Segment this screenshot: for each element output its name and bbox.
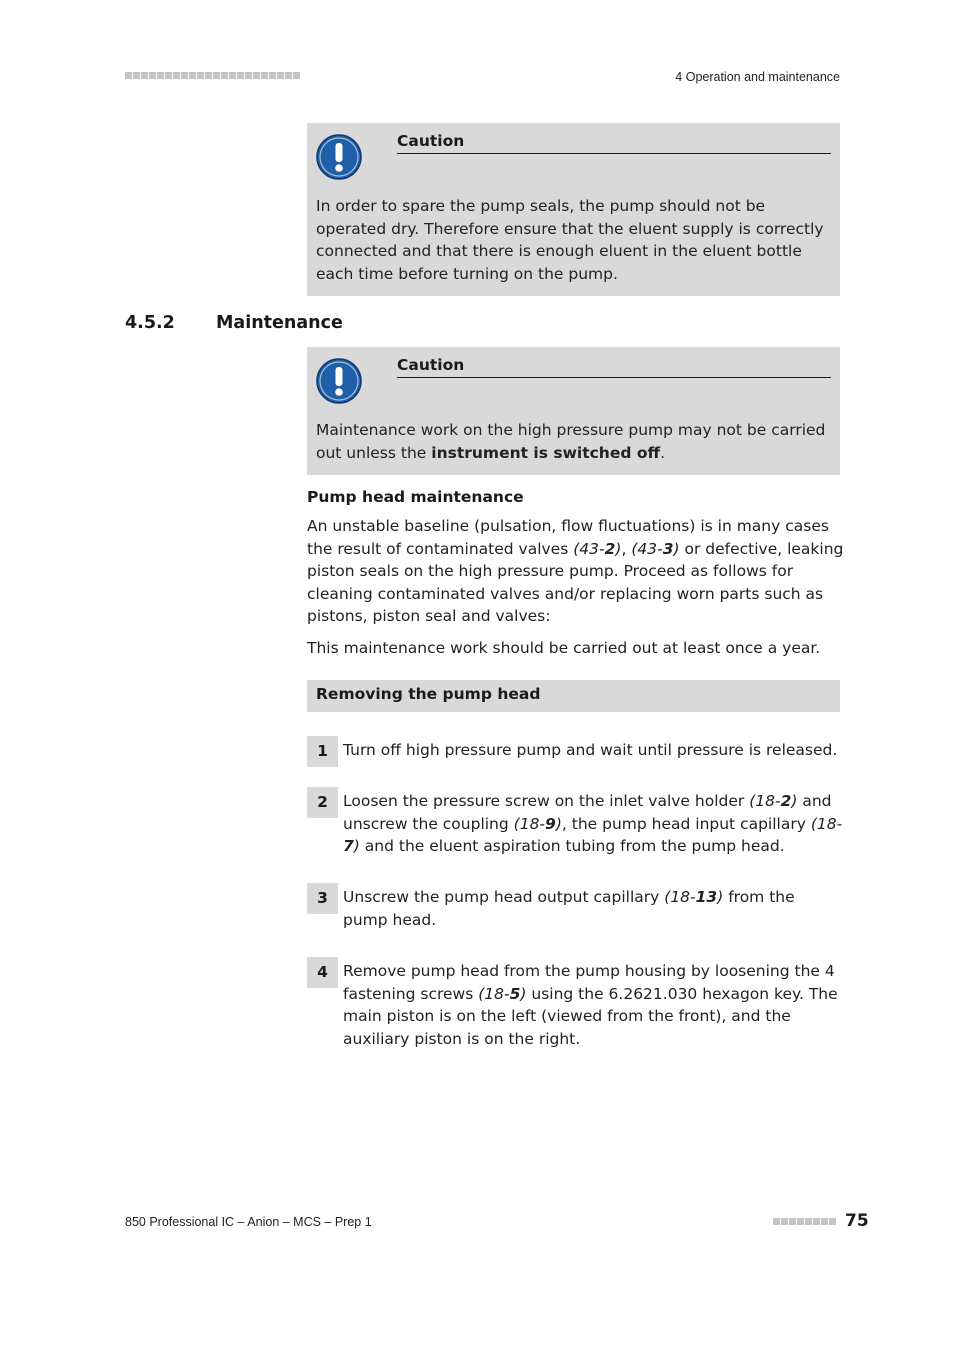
section-title: Maintenance — [216, 313, 343, 333]
figure-reference: (43-3) — [631, 539, 680, 558]
figure-reference: (43-2) — [573, 539, 622, 558]
step-number: 2 — [307, 787, 338, 818]
footer-decoration — [773, 1218, 836, 1225]
caution-title: Caution — [397, 356, 831, 378]
page-number: 75 — [845, 1211, 869, 1231]
subsection-heading: Pump head maintenance — [307, 488, 524, 506]
procedure-title: Removing the pump head — [316, 685, 541, 703]
paragraph: This maintenance work should be carried out at least once a year. — [307, 639, 821, 657]
exclamation-circle-icon — [316, 134, 362, 180]
exclamation-circle-icon — [316, 358, 362, 404]
footer-document-title: 850 Professional IC – Anion – MCS – Prep 1 — [125, 1215, 372, 1229]
header-decoration — [125, 72, 300, 79]
caution-box-2 — [307, 347, 840, 475]
figure-reference: (18-9) — [513, 814, 562, 833]
step-text: Loosen the pressure screw on the inlet valve holder (18-2) and unscrew the coupling (18-9), the pump head input capillary (18-7) and the eluent aspiration tubing from the pump head. — [343, 792, 843, 855]
step-number: 4 — [307, 957, 338, 988]
step-number: 3 — [307, 883, 338, 914]
paragraph: An unstable baseline (pulsation, flow fluctuations) is in many cases the result of contaminated valves (43-2), (43-3) or defective, leaking piston seals on the high pressure pump. Proceed as follows for cleaning contaminated valves and/or replacing worn parts such as pistons, piston seal and valves: — [307, 517, 844, 625]
caution-box-1 — [307, 123, 840, 296]
step-text: Remove pump head from the pump housing by loosening the 4 fastening screws (18-5) using the 6.2621.030 hexagon key. The main piston is on the left (viewed from the front), and the auxiliary piston is on the right. — [343, 962, 838, 1048]
step-text: Unscrew the pump head output capillary (18-13) from the pump head. — [343, 888, 795, 929]
figure-reference: (18-13) — [664, 888, 724, 906]
chapter-header: 4 Operation and maintenance — [675, 70, 840, 84]
section-number: 4.5.2 — [125, 313, 175, 333]
figure-reference: (18-2) — [749, 792, 798, 810]
procedure-title-bar — [307, 680, 840, 712]
figure-reference: (18-5) — [478, 984, 527, 1003]
caution-title: Caution — [397, 132, 831, 154]
caution-body: In order to spare the pump seals, the pump should not be operated dry. Therefore ensure that the eluent supply is correctly connected and that there is enough eluent in the eluent bottle each time before turning on the pump. — [316, 197, 824, 283]
step-text: Turn off high pressure pump and wait until pressure is released. — [343, 741, 838, 759]
step-number: 1 — [307, 736, 338, 767]
figure-reference: (18-7) — [343, 814, 843, 855]
caution-body: Maintenance work on the high pressure pump may not be carried out unless the instrument is switched off. — [316, 421, 826, 462]
